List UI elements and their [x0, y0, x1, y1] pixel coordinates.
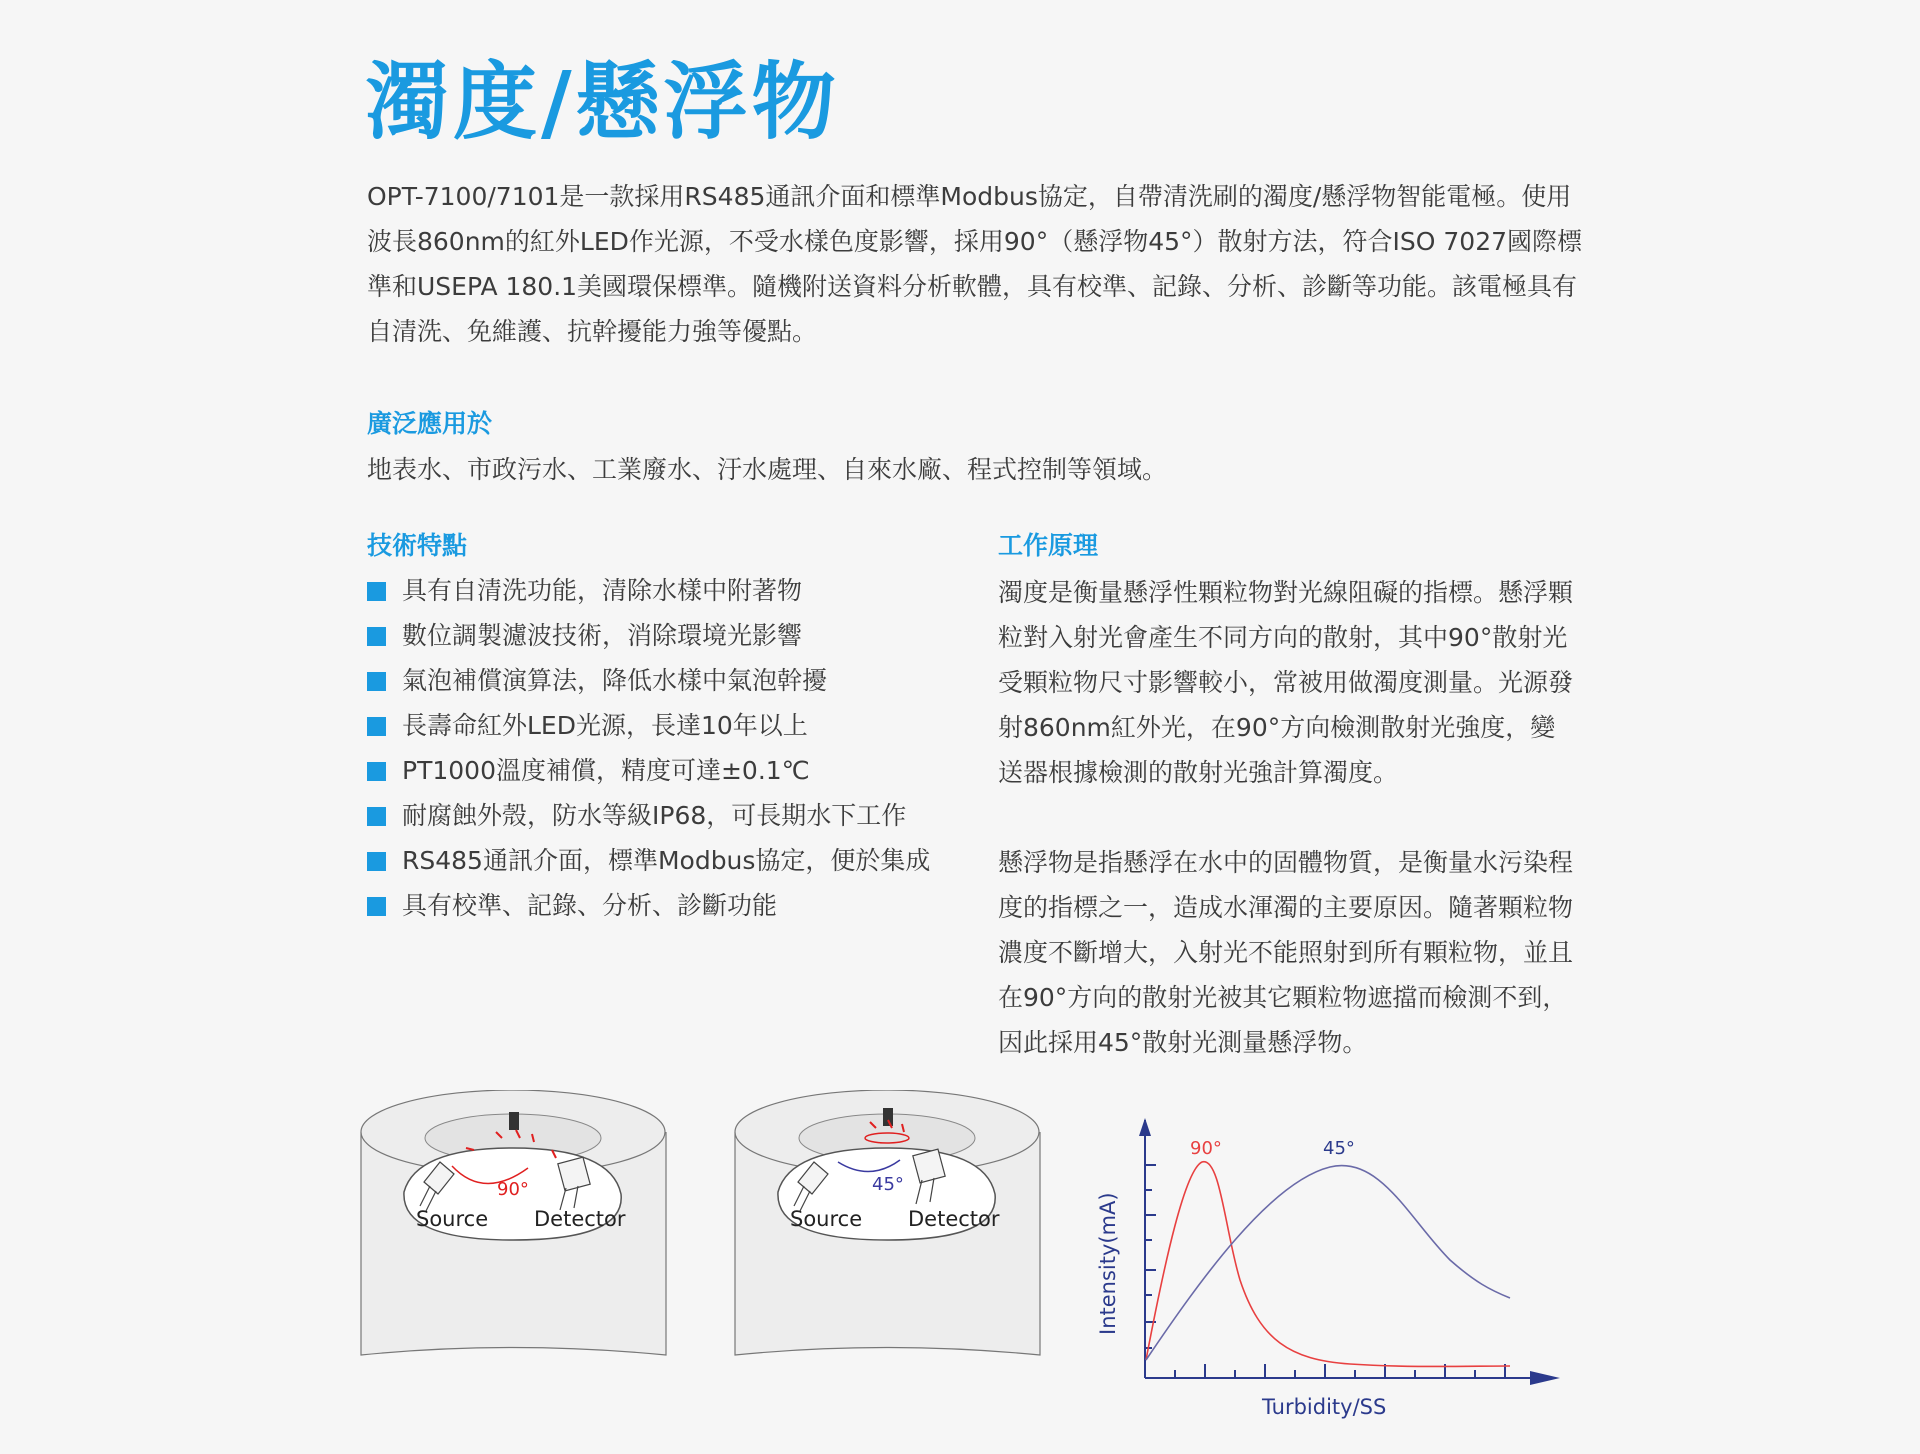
bullet-square-icon: [367, 897, 386, 916]
bullet-square-icon: [367, 762, 386, 781]
bullet-square-icon: [367, 672, 386, 691]
diagram2-source-label: Source: [790, 1207, 863, 1231]
features-list: [367, 572, 967, 932]
intensity-turbidity-graph: [1090, 1110, 1570, 1430]
legend-90-label: 90°: [1190, 1138, 1222, 1159]
y-axis-label: Intensity(mA): [1096, 1192, 1120, 1335]
diagram1-detector-label: Detector: [534, 1207, 626, 1231]
bullet-square-icon: [367, 852, 386, 871]
list-item: PT1000溫度補償，精度可達±0.1℃: [367, 752, 967, 797]
principle-paragraph-1: 濁度是衡量懸浮性顆粒物對光線阻礙的指標。懸浮顆粒對入射光會產生不同方向的散射，其中90°散射光受顆粒物尺寸影響較小，常被用做濁度測量。光源發射860nm紅外光，在90°方向檢測散射光強度，變送器根據檢測的散射光強計算濁度。: [998, 578, 1574, 787]
y-axis-arrow-icon: [1139, 1118, 1151, 1136]
x-axis-label: Turbidity/SS: [1262, 1395, 1387, 1419]
list-item: 氣泡補償演算法，降低水樣中氣泡幹擾: [367, 662, 967, 707]
list-item: 數位調製濾波技術，消除環境光影響: [367, 617, 967, 662]
applications-heading: 廣泛應用於: [367, 409, 493, 438]
intro-paragraph: OPT-7100/7101是一款採用RS485通訊介面和標準Modbus協定，自帶清洗刷的濁度/懸浮物智能電極。使用波長860nm的紅外LED作光源，不受水樣色度影響，採用90°（懸浮物45°）散射方法，符合ISO 7027國際標準和USEPA 180.1美國環保標準。隨機附送資料分析軟體，具有校準、記錄、分析、診斷等功能。該電極具有自清洗、免維護、抗幹擾能力強等優點。: [367, 182, 1583, 346]
principle-paragraph-2: 懸浮物是指懸浮在水中的固體物質，是衡量水污染程度的指標之一，造成水渾濁的主要原因。隨著顆粒物濃度不斷增大，入射光不能照射到所有顆粒物，並且在90°方向的散射光被其它顆粒物遮擋而檢測不到，因此採用45°散射光測量懸浮物。: [998, 848, 1574, 1057]
x-axis-arrow-icon: [1530, 1371, 1560, 1385]
bullet-square-icon: [367, 627, 386, 646]
diagram2-detector-label: Detector: [908, 1207, 1000, 1231]
bullet-square-icon: [367, 717, 386, 736]
list-item: 耐腐蝕外殼，防水等級IP68，可長期水下工作: [367, 797, 967, 842]
sensor-diagram-90: [356, 1090, 676, 1365]
sensor-diagram-45: [730, 1090, 1050, 1365]
diagram1-angle-label: 90°: [497, 1179, 529, 1200]
page-title: 濁度/懸浮物: [365, 53, 840, 151]
legend-45-label: 45°: [1323, 1138, 1355, 1159]
curve-45: [1146, 1166, 1510, 1360]
list-item: 具有校準、記錄、分析、診斷功能: [367, 887, 967, 932]
features-heading: 技術特點: [367, 531, 468, 560]
applications-text: 地表水、市政污水、工業廢水、汙水處理、自來水廠、程式控制等領域。: [367, 455, 1168, 484]
list-item: RS485通訊介面，標準Modbus協定，便於集成: [367, 842, 967, 887]
diagram2-angle-label: 45°: [872, 1174, 904, 1195]
principle-heading: 工作原理: [998, 531, 1099, 560]
list-item: 具有自清洗功能，清除水樣中附著物: [367, 572, 967, 617]
bullet-square-icon: [367, 807, 386, 826]
diagram1-source-label: Source: [416, 1207, 489, 1231]
list-item: 長壽命紅外LED光源，長達10年以上: [367, 707, 967, 752]
bullet-square-icon: [367, 582, 386, 601]
